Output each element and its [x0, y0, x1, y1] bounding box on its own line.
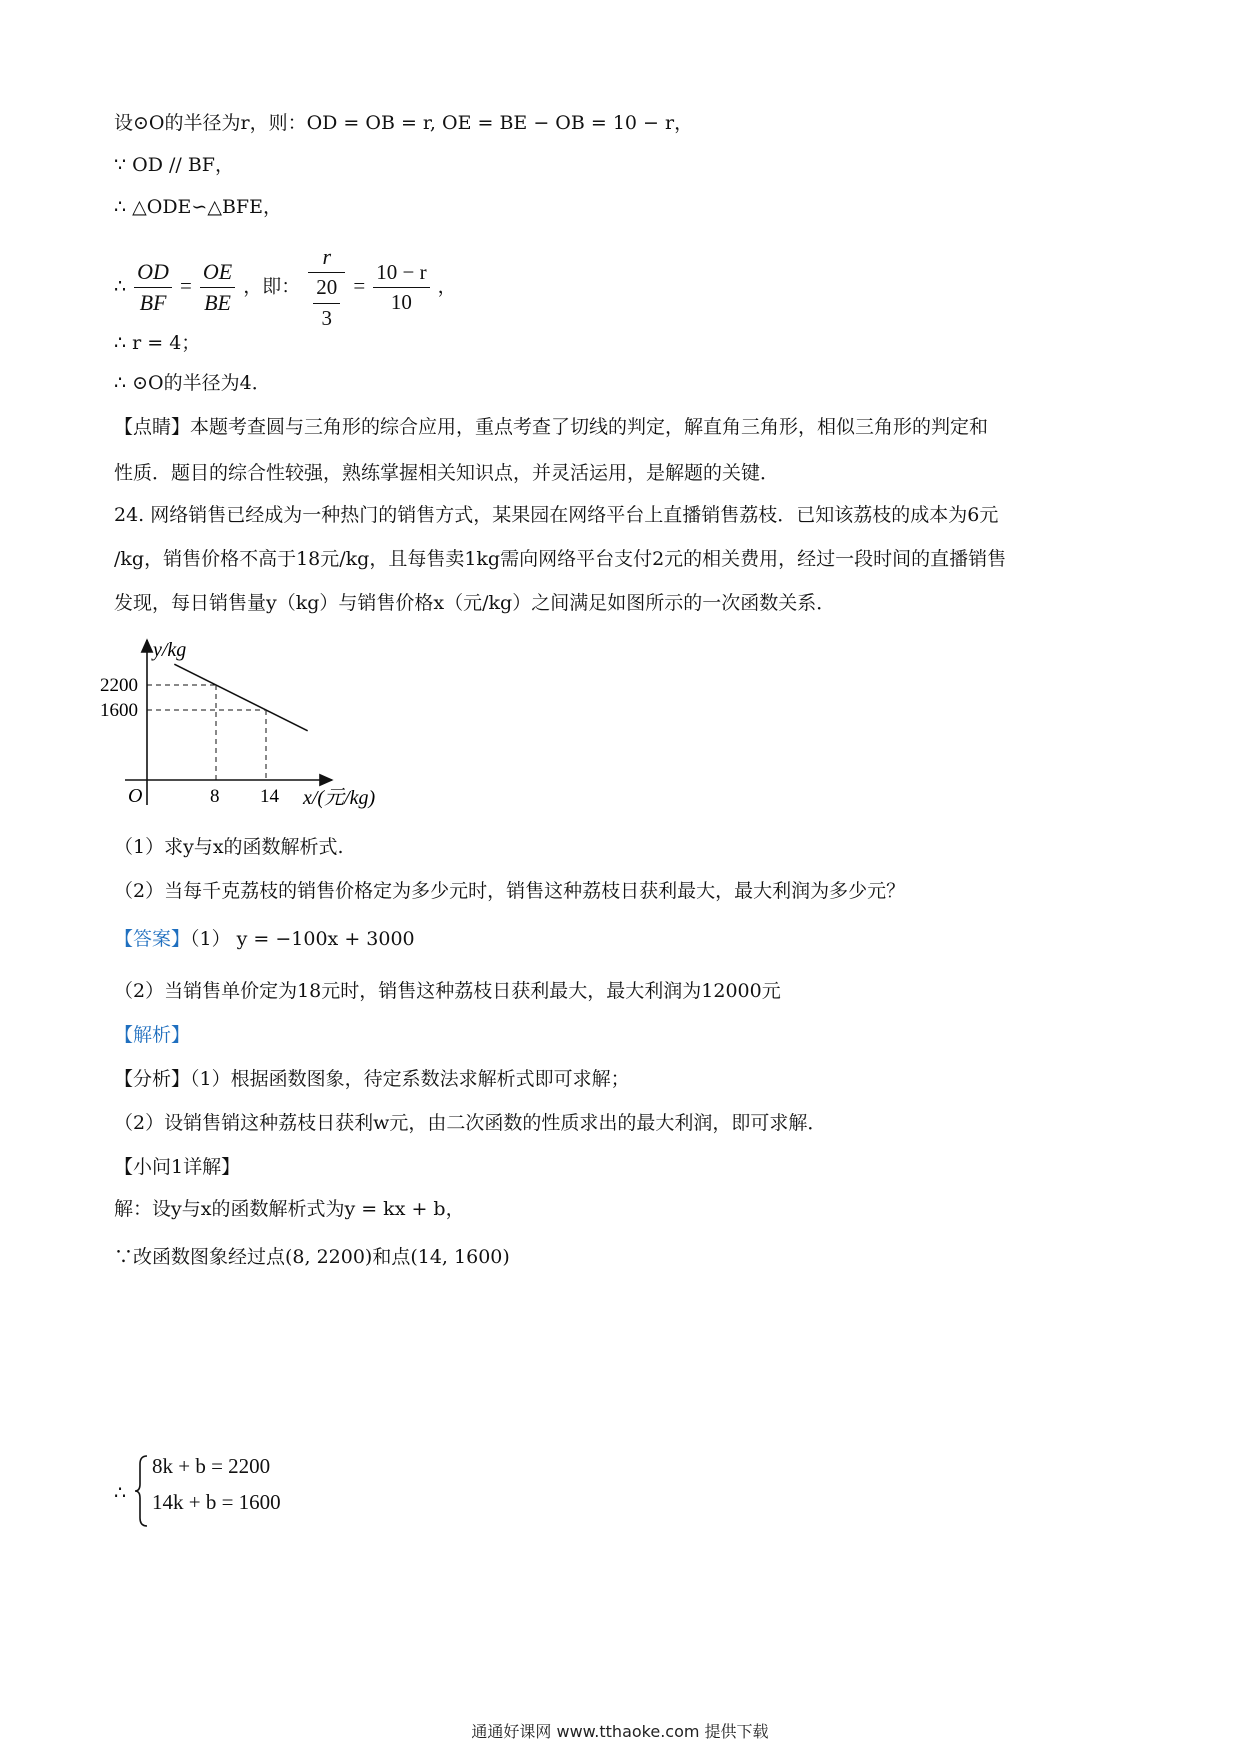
line-similar: ∴ △ODE∽△BFE， [114, 196, 282, 218]
footer-source: 通通好课网 www.tthaoke.com 提供下载 [471, 1722, 769, 1741]
analysis-line-2: （2）设销售销这种荔枝日获利w元，由二次函数的性质求出的最大利润，即可求解． [114, 1112, 827, 1134]
sales-chart [100, 630, 440, 830]
x-axis-label: x/(元/kg) [303, 787, 376, 809]
x-tick-label-14: 14 [260, 786, 279, 807]
question-2: （2）当每千克荔枝的销售价格定为多少元时，销售这种荔枝日获利最大，最大利润为多少元？ [114, 880, 906, 902]
line-problem-24-b: /kg，销售价格不高于18元/kg，且每售卖1kg需向网络平台支付2元的相关费用，经过一段时间的直播销售 [114, 548, 1007, 570]
fraction-oe-be: $\frac{OE}{BE}$ [200, 259, 235, 317]
line-problem-24-a: 24. 网络销售已经成为一种热门的销售方式，某果园在网络平台上直播销售荔枝．已知该荔枝的成本为6元 [114, 504, 999, 526]
analysis-line-1: 【分析】（1）根据函数图象，待定系数法求解析式即可求解； [114, 1068, 630, 1090]
line-radius-def: 设⊙O的半径为r，则：OD = OB = r, OE = BE − OB = 10 − r， [114, 112, 694, 134]
answer-label: 【答案】 [114, 928, 191, 950]
y-tick-label-2200: 2200 [100, 675, 138, 696]
origin-label: O [128, 785, 143, 807]
analysis-label: 【解析】 [114, 1024, 191, 1046]
x-tick-label-8: 8 [210, 786, 220, 807]
fraction-r-over-20-3: $\frac{r}{\frac{20}{3}}$ [308, 244, 345, 331]
line-comment-2: 性质．题目的综合性较强，熟练掌握相关知识点，并灵活运用，是解题的关键． [114, 462, 780, 484]
fraction-10-r-over-10: $\frac{10 - r}{10}$ [373, 260, 429, 315]
equation-2: 14k + b = 1600 [152, 1490, 281, 1514]
y-tick-label-1600: 1600 [100, 700, 138, 721]
line-parallel: ∵ OD // BF， [114, 154, 234, 176]
equation-1: 8k + b = 2200 [152, 1454, 271, 1478]
answer-1-text: （1） y = −100x + 3000 [190, 928, 415, 950]
equals-sign: = [179, 273, 192, 298]
subquestion-1-heading: 【小问1详解】 [114, 1156, 241, 1178]
answer-2: （2）当销售单价定为18元时，销售这种荔枝日获利最大，最大利润为12000元 [114, 980, 781, 1002]
line-ratio [114, 244, 457, 331]
y-axis-label: y/kg [153, 639, 187, 661]
therefore-symbol: ∴ [114, 275, 127, 298]
line-problem-24-c: 发现，每日销售量y（kg）与销售价格x（元/kg）之间满足如图所示的一次函数关系． [114, 592, 836, 614]
line-comment-1: 【点睛】本题考查圆与三角形的综合应用，重点考查了切线的判定，解直角三角形，相似三角形的判定和 [114, 416, 989, 438]
equals-sign-2: = [353, 273, 366, 298]
fraction-od-bf: $\frac{OD}{BF}$ [134, 259, 172, 317]
solution-line-1: 解：设y与x的函数解析式为y = kx + b， [114, 1198, 465, 1220]
series-line [174, 664, 307, 731]
question-1: （1）求y与x的函数解析式. [114, 836, 344, 858]
line-r-value: ∴ r = 4； [114, 332, 201, 354]
therefore-symbol-2: ∴ [114, 1482, 127, 1504]
ratio-end: ， [437, 275, 457, 298]
solution-line-2: ∵改函数图象经过点(8, 2200)和点(14, 1600) [114, 1246, 510, 1268]
answer-1 [114, 928, 415, 951]
left-brace [134, 1454, 150, 1528]
line-radius-result: ∴ ⊙O的半径为4． [114, 372, 271, 394]
ratio-connector: ，即： [243, 275, 301, 298]
